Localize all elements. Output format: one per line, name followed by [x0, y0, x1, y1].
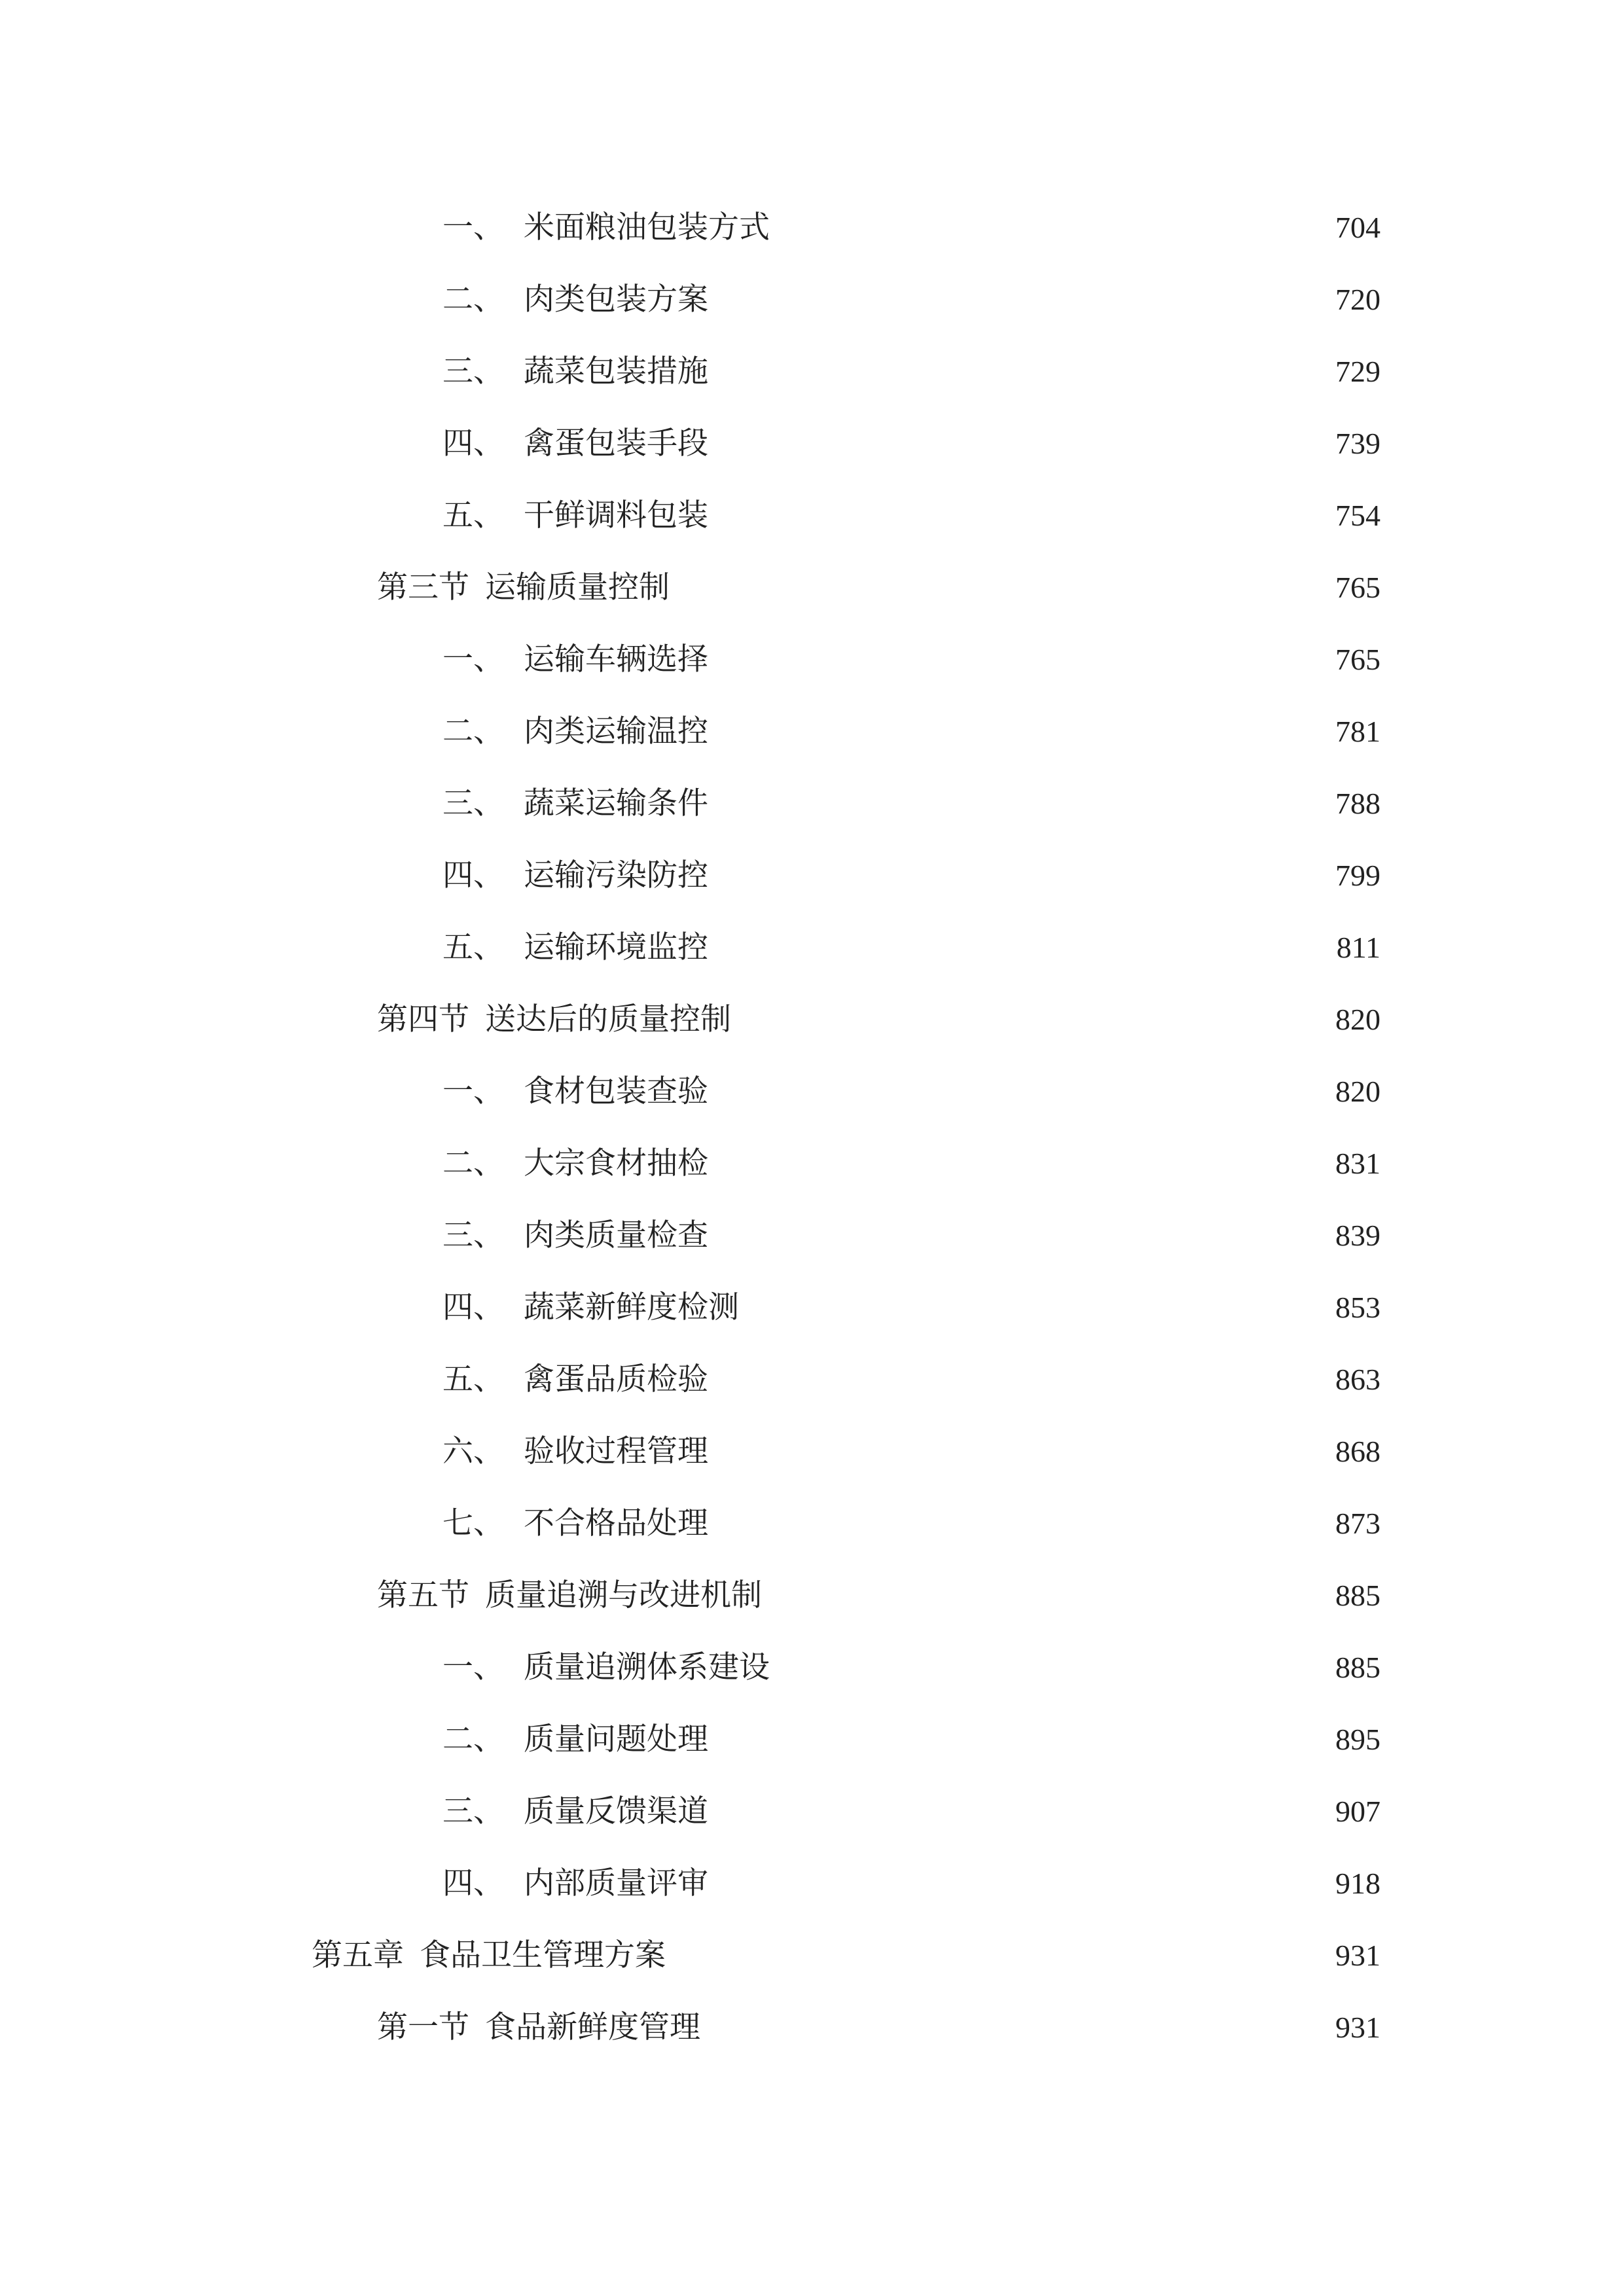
toc-entry[interactable]: [442, 274, 1380, 326]
toc-entry-title: 质量问题处理: [524, 1721, 708, 1757]
toc-entry-page-number: 895: [1335, 1723, 1380, 1756]
toc-entry[interactable]: [442, 1713, 1380, 1766]
toc-entry[interactable]: [312, 1929, 1380, 1982]
dot-leader: [715, 1713, 1320, 1766]
toc-entry[interactable]: [442, 1498, 1380, 1550]
dot-leader: [715, 706, 1320, 758]
toc-entry-title: 肉类质量检查: [524, 1217, 708, 1253]
toc-entry-page-number: 820: [1335, 1075, 1380, 1108]
dot-leader: [676, 562, 1320, 614]
toc-entry[interactable]: [377, 2001, 1380, 2054]
toc-entry-label: 一、: [442, 1073, 504, 1109]
toc-entry[interactable]: [442, 1210, 1380, 1262]
dot-leader: [715, 850, 1320, 902]
toc-entry-page-number: 739: [1335, 427, 1380, 460]
toc-entry-page-number: 729: [1335, 355, 1380, 388]
toc-entry-title: 运输污染防控: [524, 857, 708, 893]
toc-entry-title: 蔬菜包装措施: [524, 353, 708, 389]
toc-entry-page-number: 754: [1335, 499, 1380, 532]
toc-entry-title: 质量反馈渠道: [524, 1793, 708, 1829]
toc-entry[interactable]: [442, 1066, 1380, 1118]
toc-entry-page-number: 907: [1335, 1795, 1380, 1828]
toc-entry-page-number: 720: [1335, 283, 1380, 316]
toc-entry[interactable]: [442, 778, 1380, 830]
toc-entry-label: 第一节: [377, 2009, 469, 2045]
toc-entry-page-number: 868: [1335, 1435, 1380, 1468]
toc-entry-page-number: 931: [1335, 1939, 1380, 1972]
toc-entry[interactable]: [442, 634, 1380, 686]
toc-entry-label: 二、: [442, 713, 504, 749]
dot-leader: [715, 1354, 1320, 1406]
toc-entry-page-number: 765: [1335, 643, 1380, 676]
toc-entry-page-number: 885: [1335, 1579, 1380, 1612]
toc-entry-label: 一、: [442, 209, 504, 245]
toc-entry-label: 第四节: [377, 1001, 469, 1037]
toc-entry-label: 一、: [442, 1649, 504, 1685]
toc-entry-title: 大宗食材抽检: [524, 1145, 708, 1181]
toc-entry-page-number: 799: [1335, 859, 1380, 892]
toc-entry[interactable]: [442, 922, 1380, 974]
toc-entry-label: 第三节: [377, 569, 469, 605]
toc-entry-title: 食品新鲜度管理: [485, 2009, 700, 2045]
toc-entry-title: 蔬菜运输条件: [524, 785, 708, 821]
toc-entry-label: 二、: [442, 1721, 504, 1757]
toc-entry-label: 六、: [442, 1433, 504, 1469]
dot-leader: [715, 1426, 1320, 1478]
toc-entry-title: 送达后的质量控制: [485, 1001, 731, 1037]
toc-entry[interactable]: [377, 994, 1380, 1046]
toc-entry[interactable]: [442, 1785, 1380, 1838]
dot-leader: [715, 490, 1320, 542]
toc-entry[interactable]: [442, 490, 1380, 542]
dot-leader: [715, 1498, 1320, 1550]
toc-entry[interactable]: [442, 1426, 1380, 1478]
toc-entry-title: 蔬菜新鲜度检测: [524, 1289, 739, 1325]
dot-leader: [768, 1570, 1320, 1622]
toc-entry-label: 三、: [442, 1217, 504, 1253]
toc-entry-page-number: 918: [1335, 1867, 1380, 1900]
toc-entry-label: 二、: [442, 281, 504, 317]
toc-entry-page-number: 820: [1335, 1003, 1380, 1036]
toc-entry-title: 食材包装查验: [524, 1073, 708, 1109]
dot-leader: [715, 1138, 1320, 1190]
toc-entry-title: 验收过程管理: [524, 1433, 708, 1469]
toc-entry[interactable]: [442, 706, 1380, 758]
toc-entry-title: 肉类运输温控: [524, 713, 708, 749]
toc-entry-page-number: 765: [1335, 571, 1380, 604]
toc-entry[interactable]: [442, 1138, 1380, 1190]
dot-leader: [715, 778, 1320, 830]
dot-leader: [776, 202, 1320, 254]
dot-leader: [715, 346, 1320, 398]
toc-entry[interactable]: [442, 202, 1380, 254]
toc-entry-label: 第五章: [312, 1937, 404, 1973]
toc-entry-title: 禽蛋品质检验: [524, 1361, 708, 1397]
toc-entry-title: 食品卫生管理方案: [420, 1937, 666, 1973]
toc-entry[interactable]: [442, 346, 1380, 398]
toc-entry-title: 不合格品处理: [524, 1505, 708, 1541]
dot-leader: [715, 1066, 1320, 1118]
dot-leader: [715, 1857, 1320, 1910]
dot-leader: [707, 2001, 1320, 2054]
toc-entry-title: 干鲜调料包装: [524, 497, 708, 533]
dot-leader: [715, 418, 1320, 470]
toc-entry-label: 三、: [442, 1793, 504, 1829]
toc-entry-title: 内部质量评审: [524, 1865, 708, 1901]
toc-entry-page-number: 831: [1335, 1147, 1380, 1180]
toc-entry-title: 运输环境监控: [524, 929, 708, 965]
toc-entry-page-number: 839: [1335, 1219, 1380, 1252]
toc-entry-label: 四、: [442, 425, 504, 461]
toc-entry-label: 四、: [442, 857, 504, 893]
toc-entry-page-number: 853: [1335, 1291, 1380, 1324]
toc-entry-label: 五、: [442, 929, 504, 965]
toc-entry-label: 五、: [442, 1361, 504, 1397]
toc-entry-label: 七、: [442, 1505, 504, 1541]
toc-entry-label: 三、: [442, 353, 504, 389]
toc-entry[interactable]: [377, 1570, 1380, 1622]
toc-entry-label: 四、: [442, 1865, 504, 1901]
toc-entry-title: 禽蛋包装手段: [524, 425, 708, 461]
dot-leader: [715, 1210, 1320, 1262]
toc-entry[interactable]: [442, 1354, 1380, 1406]
toc-entry-label: 第五节: [377, 1577, 469, 1613]
toc-entry-title: 运输质量控制: [485, 569, 670, 605]
toc-entry-title: 运输车辆选择: [524, 641, 708, 677]
toc-entry-title: 质量追溯与改进机制: [485, 1577, 762, 1613]
toc-entry-page-number: 811: [1336, 931, 1380, 964]
toc-entry-label: 五、: [442, 497, 504, 533]
dot-leader: [715, 634, 1320, 686]
dot-leader: [715, 1785, 1320, 1838]
toc-entry-label: 四、: [442, 1289, 504, 1325]
toc-entry-page-number: 931: [1335, 2011, 1380, 2044]
toc-entry[interactable]: [442, 850, 1380, 902]
toc-entry-page-number: 863: [1335, 1363, 1380, 1396]
toc-entry[interactable]: [442, 1857, 1380, 1910]
toc-entry-title: 质量追溯体系建设: [524, 1649, 770, 1685]
dot-leader: [776, 1641, 1320, 1694]
dot-leader: [738, 994, 1320, 1046]
toc-entry-page-number: 885: [1335, 1651, 1380, 1684]
toc-entry[interactable]: [377, 562, 1380, 614]
toc-entry-label: 一、: [442, 641, 504, 677]
toc-entry[interactable]: [442, 418, 1380, 470]
toc-entry-page-number: 788: [1335, 787, 1380, 820]
toc-entry-label: 二、: [442, 1145, 504, 1181]
toc-entry-page-number: 781: [1335, 715, 1380, 748]
toc-entry[interactable]: [442, 1641, 1380, 1694]
toc-entry-page-number: 704: [1335, 211, 1380, 244]
dot-leader: [746, 1282, 1320, 1334]
toc-entry-title: 米面粮油包装方式: [524, 209, 770, 245]
dot-leader: [715, 274, 1320, 326]
toc-entry[interactable]: [442, 1282, 1380, 1334]
dot-leader: [672, 1929, 1320, 1982]
toc-entry-title: 肉类包装方案: [524, 281, 708, 317]
dot-leader: [715, 922, 1320, 974]
toc-entry-page-number: 873: [1335, 1507, 1380, 1540]
toc-entry-label: 三、: [442, 785, 504, 821]
